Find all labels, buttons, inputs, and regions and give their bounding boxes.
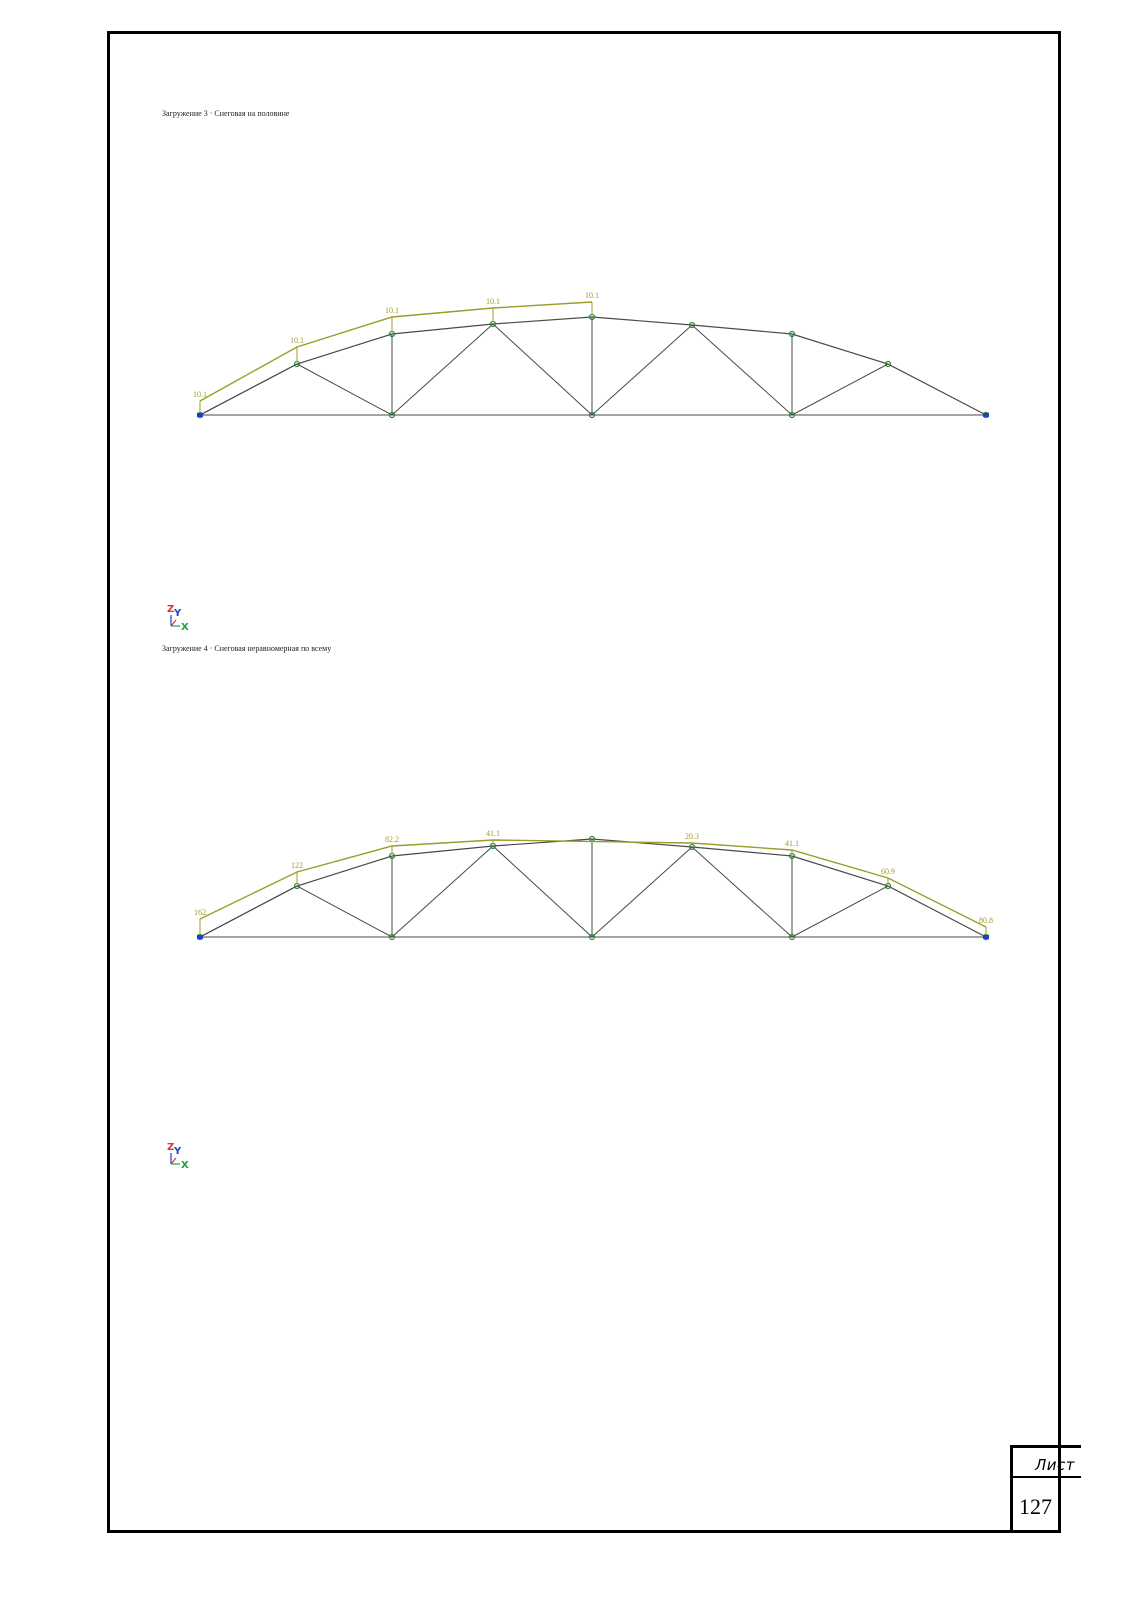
diagonal-member (493, 846, 592, 937)
axis-y-label: Y (174, 1146, 182, 1157)
truss-diagram-load-case-4 (0, 805, 1132, 1025)
axis-z-label: Z (167, 1142, 175, 1153)
drawing-frame (107, 31, 1061, 1533)
load-diagram (200, 302, 592, 401)
diagonal-member (592, 325, 692, 415)
diagonal-member (592, 847, 692, 937)
sheet-label: Лист (1034, 1456, 1075, 1474)
load-value-label: 10.1 (585, 291, 599, 300)
top-chord (200, 317, 986, 415)
load-value-label: 80.8 (979, 916, 993, 925)
diagonal-member (493, 324, 592, 415)
load-value-label: 10.1 (486, 297, 500, 306)
diagonal-member (392, 846, 493, 937)
axis-x-label: X (181, 1160, 189, 1171)
load-value-label: 41.1 (486, 829, 500, 838)
title-block (1010, 1445, 1081, 1533)
diagonal-member (200, 364, 297, 415)
top-chord (200, 839, 986, 937)
axis-y-label: Y (174, 608, 182, 619)
load-value-label: 162 (194, 908, 206, 917)
load-value-label: 20.3 (685, 832, 699, 841)
diagonal-member (692, 847, 792, 937)
support-marker (983, 413, 989, 417)
support-marker (197, 413, 203, 417)
load-value-label: 10.1 (290, 336, 304, 345)
diagonal-member (792, 364, 888, 415)
truss-diagram-load-case-3 (0, 280, 1132, 500)
axis-triad-icon (166, 1140, 206, 1172)
load-value-label: 82.2 (385, 835, 399, 844)
load-diagram (200, 840, 986, 927)
sheet-number: 127 (1019, 1494, 1052, 1519)
diagonal-member (792, 886, 888, 937)
support-marker (197, 935, 203, 939)
sheet-label-cell (1013, 1448, 1081, 1478)
load-value-label: 41.1 (785, 839, 799, 848)
diagonal-member (392, 324, 493, 415)
diagonal-member (297, 886, 392, 937)
load-case-3-caption: Загружение 3 · Снеговая на половине (162, 109, 290, 118)
axis-triad-icon (166, 602, 206, 634)
axis-x-label: X (181, 622, 189, 633)
load-value-label: 60.9 (881, 867, 895, 876)
load-value-label: 10.1 (385, 306, 399, 315)
diagonal-member (692, 325, 792, 415)
load-value-label: 122 (291, 861, 303, 870)
load-case-4-caption: Загружение 4 · Снеговая неравномерная по всему (162, 644, 332, 653)
load-value-label: 10.1 (193, 390, 207, 399)
diagonal-member (297, 364, 392, 415)
support-marker (983, 935, 989, 939)
axis-z-label: Z (167, 604, 175, 615)
